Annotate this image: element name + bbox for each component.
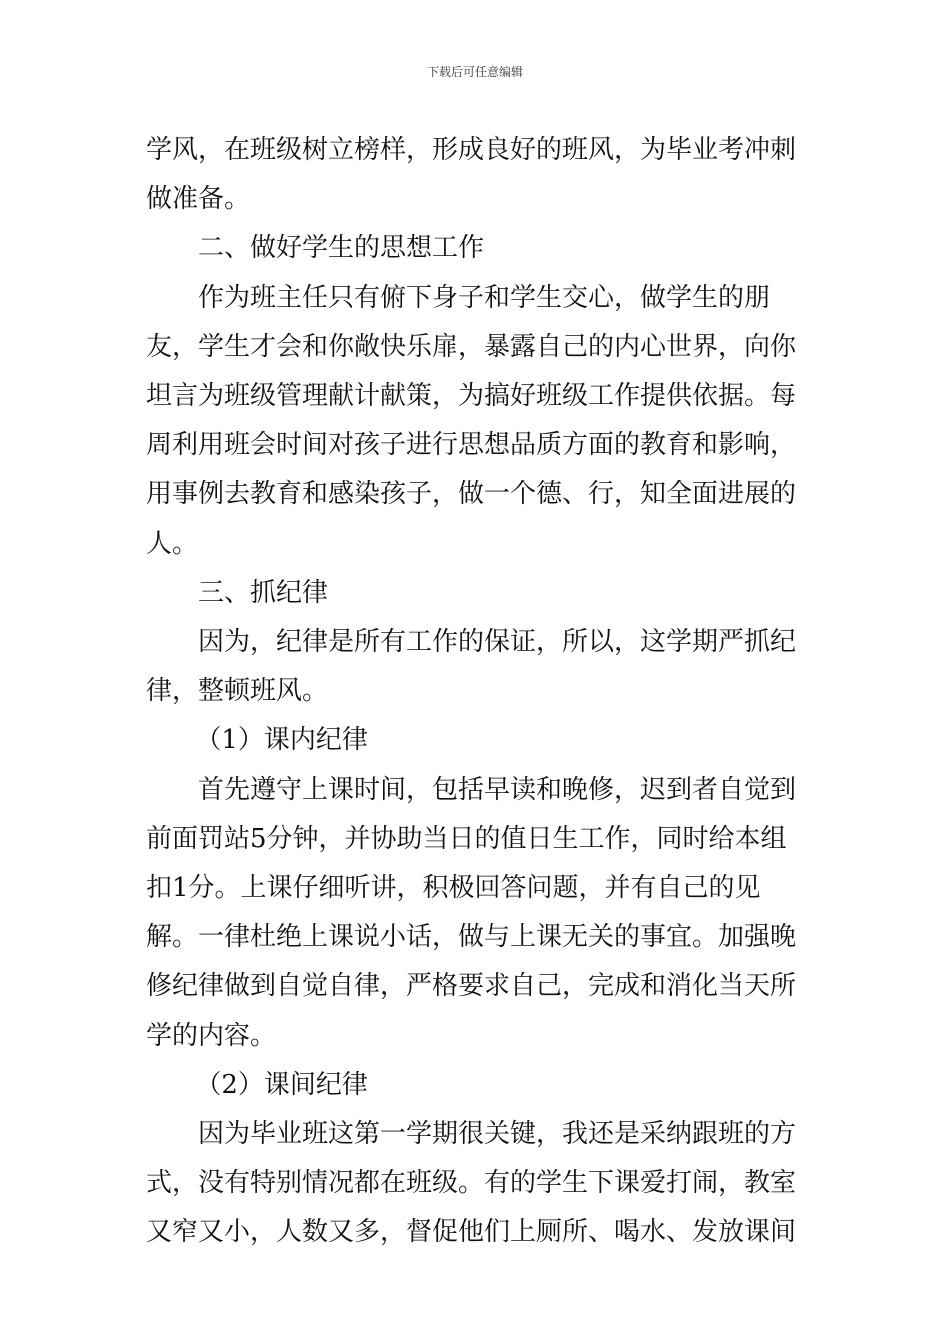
subsection-heading-2: （2）课间纪律 <box>195 1069 368 1100</box>
section-heading-2: 二、做好学生的思想工作 <box>198 233 485 264</box>
paragraph-thought-work: 作为班主任只有俯下身子和学生交心，做学生的朋友，学生才会和你敞快乐扉，暴露自己的内心世界，向你坦言为班级管理献计献策，为搞好班级工作提供依据。每周利用班会时间对孩子进行思想品质方面的教育和影响，用事例去教育和感染孩子，做一个德、行，知全面进展的人。 <box>146 282 797 559</box>
subsection-heading-1: （1）课内纪律 <box>195 725 368 756</box>
paragraph-break-discipline: 因为毕业班这第一学期很关键，我还是采纳跟班的方式，没有特别情况都在班级。有的学生下课爱打闹，教室又窄又小，人数又多，督促他们上厕所、喝水、发放课间 <box>146 1119 797 1248</box>
paragraph-continuation: 学风，在班级树立榜样，形成良好的班风，为毕业考冲刺做准备。 <box>146 135 797 215</box>
paragraph-class-discipline: 首先遵守上课时间，包括早读和晚修，迟到者自觉到前面罚站5分钟，并协助当日的值日生工作，同时给本组扣1分。上课仔细听讲，积极回答问题，并有自己的见解。一律杜绝上课说小话，做与上课无关的事宜。加强晚修纪律做到自觉自律，严格要求自己，完成和消化当天所学的内容。 <box>146 774 797 1051</box>
page-header-note: 下载后可任意编辑 <box>426 65 523 79</box>
section-heading-3: 三、抓纪律 <box>198 577 329 608</box>
document-body <box>146 126 811 1258</box>
paragraph-discipline-intro: 因为，纪律是所有工作的保证，所以，这学期严抓纪律，整顿班风。 <box>146 627 797 707</box>
